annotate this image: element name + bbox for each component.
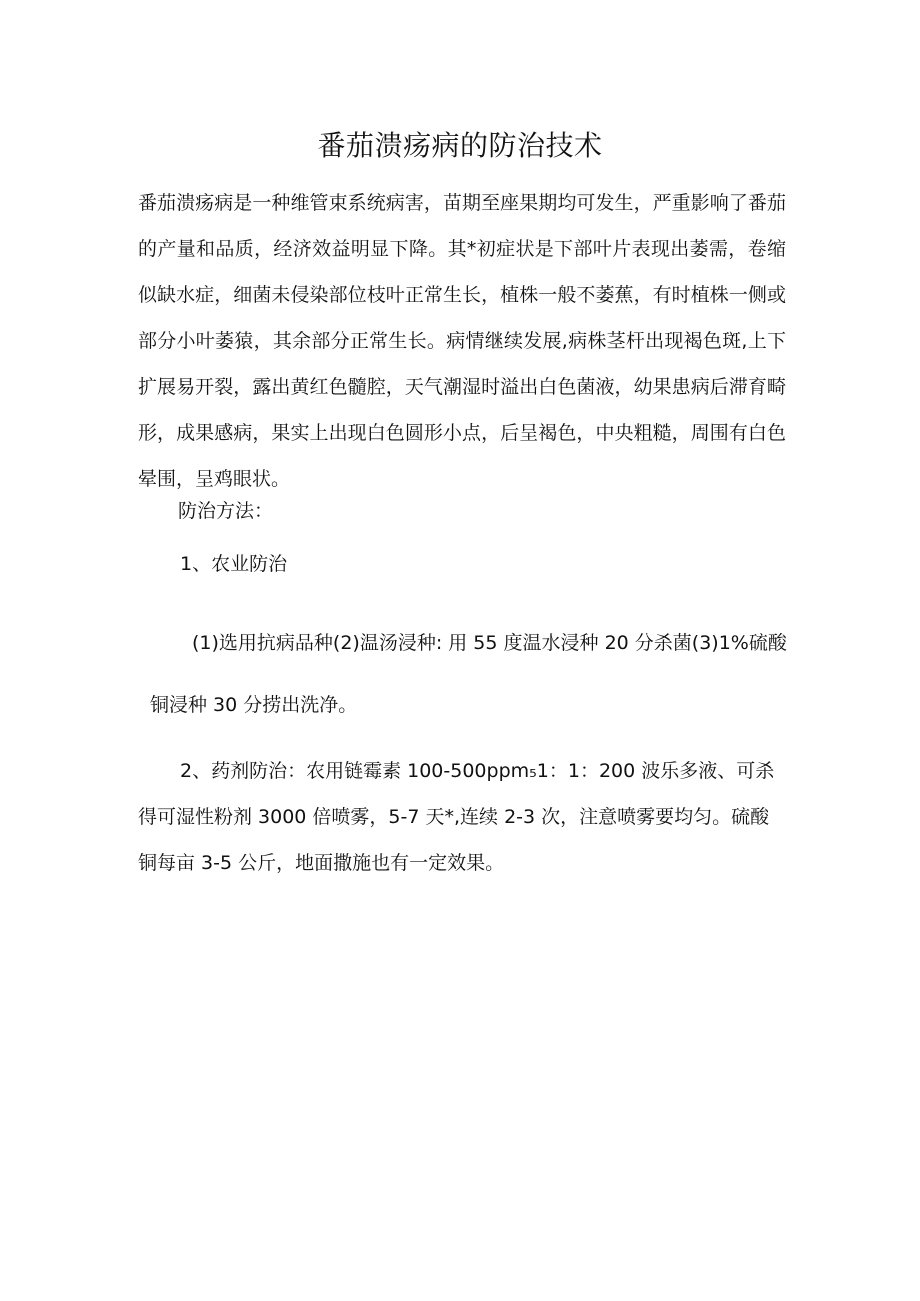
methods-heading: 防治方法： — [178, 500, 274, 522]
intro-paragraph: 番茄溃疡病是一种维管束系统病害，苗期至座果期均可发生，严重影响了番茄的产量和品质，经济效益明显下降。其*初症状是下部叶片表现出萎需，卷缩似缺水症，细菌未侵染部位枝叶正常生长，植株一般不萎蕉，有时植株一侧或部分小叶萎猿，其余部分正常生长。病情继续发展,病株茎杆出现褐色斑,上下扩展易开裂，露出黄红色髓腔，天气潮湿时溢出白色菌液，幼果患病后滞育畸形，成果感病，果实上出现白色圆形小点，后呈褐色，中央粗糙，周围有白色晕围，呈鸡眼状。 — [138, 192, 786, 490]
document-title: 番茄溃疡病的防治技术 — [317, 129, 603, 162]
item1-heading: 1、农业防治 — [180, 553, 288, 575]
item1-content: (1)选用抗病品种(2)温汤浸种: 用 55 度温水浸种 20 分杀菌(3)1%硫酸铜浸种 30 分捞出洗净。 — [150, 632, 787, 716]
item2-paragraph: 2、药剂防治：农用链霉素 100-500ppm₅1：1：200 波乐多液、可杀得可湿性粉剂 3000 倍喷雾，5-7 天*,连续 2-3 次，注意喷雾要均匀。硫酸铜每亩 3-5 公斤，地面撒施也有一定效果。 — [138, 760, 775, 874]
